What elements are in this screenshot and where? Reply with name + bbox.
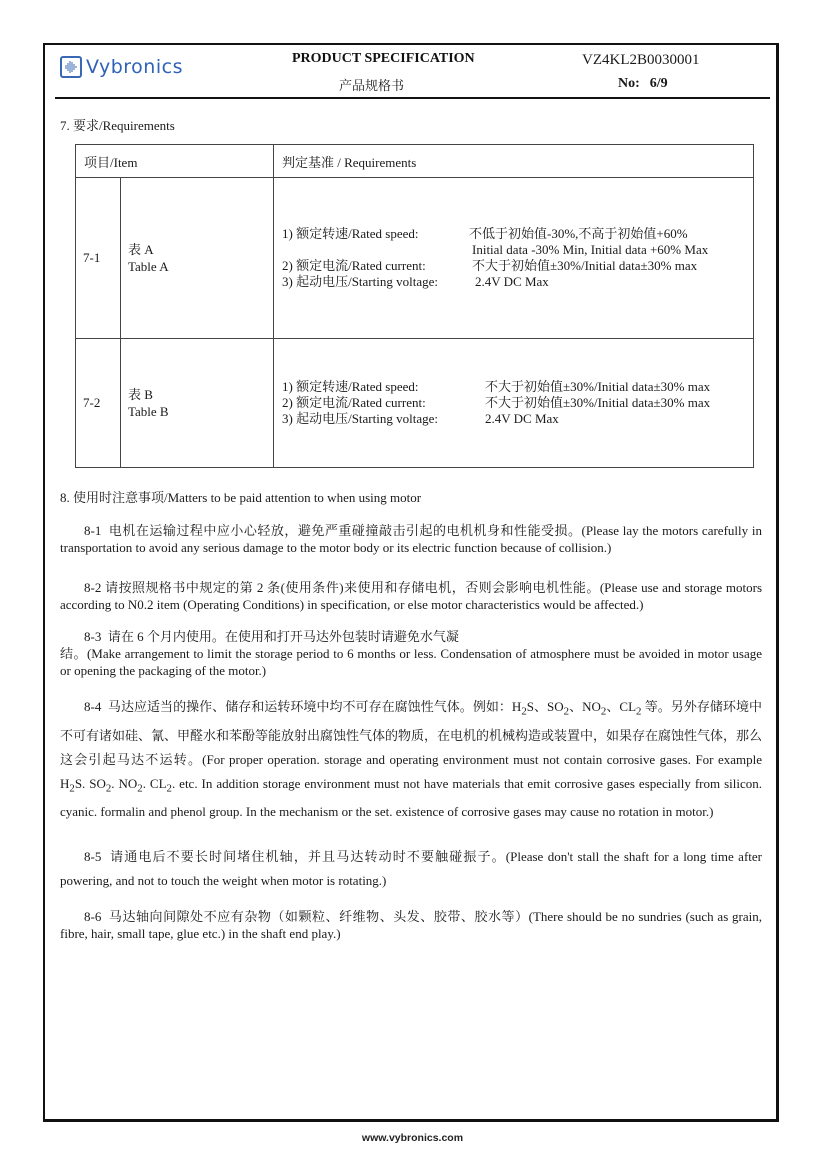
criterion: [282, 274, 753, 290]
criterion: [282, 258, 753, 274]
page-label: No:: [618, 76, 640, 91]
note-8-5: [60, 845, 762, 893]
note-text-rest: 结。(Make arrangement to limit the storage period to 6 months or less. Condensation of atmosphere must be avoided in motor usage or opening the packaging of the motor.): [60, 646, 762, 678]
criterion-value: 不大于初始值±30%/Initial data±30% max: [485, 395, 711, 410]
note-text: . etc. In addition storage environment must not have materials that emit corrosive gases especially from silicon. cyanic. formalin and phenol group. In the mechanism or the set. existence of corrosive gases may cause no rotation in motor.): [60, 775, 762, 820]
table-row: [76, 339, 754, 468]
subscript: 2: [105, 782, 112, 795]
subscript: 2: [137, 782, 143, 795]
row-name-en: Table A: [128, 259, 169, 274]
page-header: [55, 45, 770, 98]
note-id: 8-1: [84, 523, 102, 538]
criterion: [282, 395, 753, 411]
criterion-label: 3) 起动电压/Starting voltage:: [282, 411, 438, 426]
note-text: . NO: [111, 775, 138, 791]
note-8-1: [60, 522, 762, 556]
note-text: 等。另外存储环境中不可有诸如硅、氰、甲醛水和苯酚等能放射出腐蚀性气体的物质，在电机的机械构造或装置中，如果存在腐蚀性气体，那么这会引起马达不运转。(For proper operation. storage and operating environment must not contain corrosive gases. For example H: [60, 699, 763, 791]
criterion-label: 2) 额定电流/Rated current:: [282, 395, 426, 410]
row-name: [121, 339, 274, 468]
criterion: [282, 226, 753, 242]
criterion-value: 不低于初始值-30%,不高于初始值+60%: [469, 226, 688, 241]
requirements-table: [75, 144, 754, 468]
spec-title: PRODUCT SPECIFICATION: [292, 51, 475, 66]
table-header-row: [76, 145, 754, 178]
criterion-label: 1) 额定转速/Rated speed:: [282, 379, 419, 394]
note-text: 、NO: [569, 699, 601, 714]
header-item: 项目/Item: [76, 145, 274, 178]
note-text: 、CL: [606, 699, 637, 714]
note-text: . CL: [142, 775, 167, 791]
note-text-line1: 请在 6 个月内使用。在使用和打开马达外包装时请避免水气凝: [107, 629, 459, 644]
subscript: 2: [521, 705, 527, 718]
criterion: [282, 411, 753, 427]
note-id: 8-4: [84, 699, 102, 714]
note-8-6: [60, 908, 762, 942]
row-name: [121, 178, 274, 339]
page-value: 6/9: [649, 76, 668, 91]
row-code: 7-1: [76, 178, 121, 339]
company-logo: [60, 56, 183, 78]
waveform-logo-icon: [60, 56, 82, 78]
note-id: 8-2: [84, 580, 102, 595]
criterion: [282, 379, 753, 395]
note-text: 请按照规格书中规定的第 2 条(使用条件)来使用和存储电机，否则会影响电机性能。(Please use and storage motors according to N0.2 item (Operating Conditions) in specification, or else motor characteristics would be affected.): [60, 580, 763, 612]
note-text: 马达应适当的操作、储存和运转环境中均不可存在腐蚀性气体。例如：H: [107, 699, 522, 714]
note-id: 8-3: [84, 629, 102, 644]
criterion-continuation: [282, 242, 753, 258]
document-code: VZ4KL2B0030001: [582, 52, 700, 68]
header-divider: [55, 97, 770, 99]
subscript: 2: [563, 705, 570, 718]
criterion-value-en: Initial data -30% Min, Initial data +60% Max: [472, 242, 709, 257]
note-text: S. SO: [74, 775, 106, 791]
footer-website-link[interactable]: www.vybronics.com: [361, 1132, 464, 1144]
note-text: S、SO: [526, 699, 564, 714]
criterion-value: 不大于初始值±30%/Initial data±30% max: [485, 379, 711, 394]
subscript: 2: [600, 705, 607, 718]
table-row: [76, 178, 754, 339]
header-requirements: 判定基准 / Requirements: [274, 145, 754, 178]
note-id: 8-6: [84, 909, 102, 924]
criterion-label: 3) 起动电压/Starting voltage:: [282, 274, 438, 289]
row-criteria: [274, 178, 754, 339]
criterion-value: 不大于初始值±30%/Initial data±30% max: [472, 258, 698, 273]
section-8-title: 8. 使用时注意事项/Matters to be paid attention to when using motor: [60, 490, 422, 505]
row-name-en: Table B: [128, 404, 169, 419]
subscript: 2: [69, 782, 75, 795]
section-7-title: 7. 要求/Requirements: [60, 118, 175, 133]
note-8-4: [60, 695, 762, 824]
spec-title-cn: 产品规格书: [339, 78, 405, 93]
subscript: 2: [636, 705, 642, 718]
note-text: 电机在运输过程中应小心轻放，避免严重碰撞敲击引起的电机机身和性能受损。(Please lay the motors carefully in transportation to avoid any serious damage to the motor body or its electric function because of collision.): [60, 523, 762, 555]
note-8-2: [60, 579, 762, 613]
row-name-cn: 表 B: [128, 387, 153, 402]
note-id: 8-5: [84, 849, 102, 864]
logo-text: Vybronics: [86, 56, 183, 78]
page-number: [618, 76, 668, 92]
criterion-label: 2) 额定电流/Rated current:: [282, 258, 426, 273]
note-8-3: [60, 628, 762, 679]
criterion-value: 2.4V DC Max: [485, 411, 559, 426]
row-code: 7-2: [76, 339, 121, 468]
subscript: 2: [166, 782, 172, 795]
criterion-label: 1) 额定转速/Rated speed:: [282, 226, 419, 241]
note-text: 马达轴向间隙处不应有杂物（如颗粒、纤维物、头发、胶带、胶水等）(There should be no sundries (such as grain, fibre, hair, small tape, glue etc.) in the shaft end play.): [60, 909, 762, 941]
row-name-cn: 表 A: [128, 242, 154, 257]
row-criteria: [274, 339, 754, 468]
note-text: 请通电后不要长时间堵住机轴，并且马达转动时不要触碰振子。(Please don't stall the shaft for a long time after powering, and not to touch the weight when motor is rotating.): [60, 849, 762, 888]
criterion-value: 2.4V DC Max: [475, 274, 549, 289]
